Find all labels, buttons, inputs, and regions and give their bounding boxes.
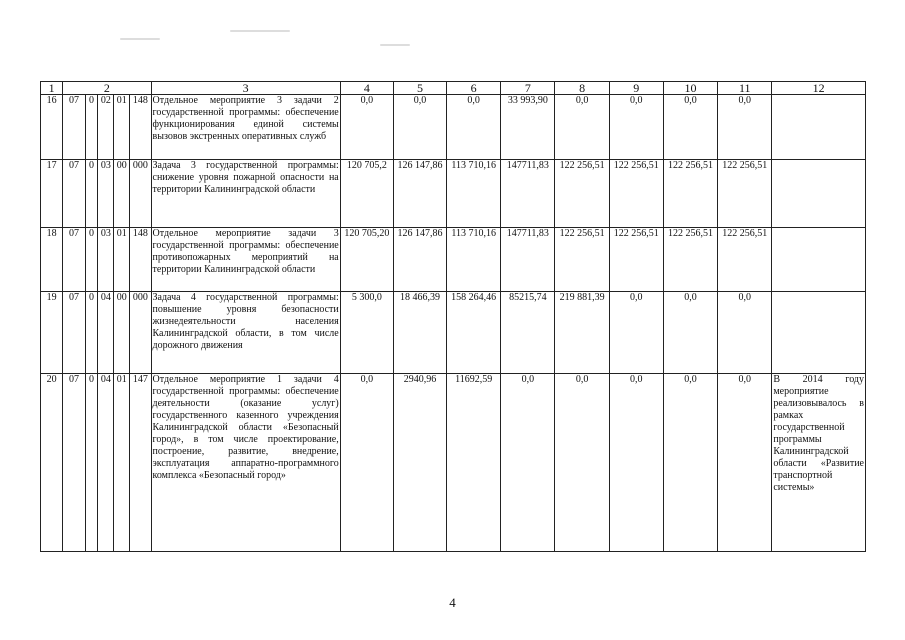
value-col-7: 0,0 — [501, 374, 555, 552]
value-col-7: 85215,74 — [501, 292, 555, 374]
value-col-8: 122 256,51 — [555, 228, 609, 292]
value-col-4: 0,0 — [340, 374, 393, 552]
code-direction: 147 — [130, 374, 151, 552]
table-row — [41, 292, 866, 374]
header-col-5: 5 — [393, 82, 446, 95]
header-col-11: 11 — [718, 82, 772, 95]
item-name: Отдельное мероприятие задачи 3 государственной программы: обеспечение противопожарных мероприятий на территории Калининградской области — [151, 228, 340, 292]
value-col-6: 0,0 — [447, 95, 501, 160]
note — [772, 160, 866, 228]
code-subprogram: 0 — [85, 95, 98, 160]
header-row — [41, 82, 866, 95]
code-event: 01 — [114, 95, 130, 160]
header-col-8: 8 — [555, 82, 609, 95]
value-col-4: 5 300,0 — [340, 292, 393, 374]
code-program: 07 — [63, 228, 85, 292]
value-col-9: 122 256,51 — [609, 160, 663, 228]
value-col-9: 122 256,51 — [609, 228, 663, 292]
row-number: 19 — [41, 292, 63, 374]
item-name: Задача 4 государственной программы: повышение уровня безопасности жизнедеятельности населения Калининградской области, в том числе дорожного движения — [151, 292, 340, 374]
code-event: 01 — [114, 374, 130, 552]
code-event: 00 — [114, 292, 130, 374]
code-subprogram: 0 — [85, 374, 98, 552]
header-col-6: 6 — [447, 82, 501, 95]
value-col-5: 0,0 — [393, 95, 446, 160]
value-col-6: 113 710,16 — [447, 160, 501, 228]
value-col-5: 126 147,86 — [393, 160, 446, 228]
value-col-8: 219 881,39 — [555, 292, 609, 374]
value-col-6: 11692,59 — [447, 374, 501, 552]
code-direction: 148 — [130, 95, 151, 160]
code-event: 01 — [114, 228, 130, 292]
value-col-4: 0,0 — [340, 95, 393, 160]
code-direction: 000 — [130, 292, 151, 374]
value-col-11: 0,0 — [718, 292, 772, 374]
value-col-4: 120 705,2 — [340, 160, 393, 228]
value-col-7: 33 993,90 — [501, 95, 555, 160]
value-col-6: 113 710,16 — [447, 228, 501, 292]
value-col-10: 0,0 — [663, 292, 717, 374]
header-col-3: 3 — [151, 82, 340, 95]
note: В 2014 году мероприятие реализовывалось в рамках государственной программы Калининградской области «Развитие транспортной системы» — [772, 374, 866, 552]
value-col-5: 126 147,86 — [393, 228, 446, 292]
table-row — [41, 95, 866, 160]
value-col-11: 0,0 — [718, 374, 772, 552]
code-event: 00 — [114, 160, 130, 228]
table-row — [41, 374, 866, 552]
code-direction: 000 — [130, 160, 151, 228]
table-row — [41, 228, 866, 292]
code-subprogram: 0 — [85, 160, 98, 228]
row-number: 20 — [41, 374, 63, 552]
value-col-7: 147711,83 — [501, 160, 555, 228]
code-program: 07 — [63, 95, 85, 160]
value-col-10: 0,0 — [663, 374, 717, 552]
row-number: 18 — [41, 228, 63, 292]
value-col-4: 120 705,20 — [340, 228, 393, 292]
code-program: 07 — [63, 160, 85, 228]
code-subprogram: 0 — [85, 292, 98, 374]
code-direction: 148 — [130, 228, 151, 292]
value-col-8: 0,0 — [555, 95, 609, 160]
item-name: Отдельное мероприятие 3 задачи 2 государственной программы: обеспечение функционирования единой системы вызовов экстренных оперативных служб — [151, 95, 340, 160]
page-number: 4 — [449, 595, 456, 610]
code-task: 04 — [98, 292, 114, 374]
value-col-8: 122 256,51 — [555, 160, 609, 228]
value-col-10: 0,0 — [663, 95, 717, 160]
value-col-11: 122 256,51 — [718, 160, 772, 228]
code-subprogram: 0 — [85, 228, 98, 292]
code-program: 07 — [63, 292, 85, 374]
note — [772, 292, 866, 374]
value-col-5: 2940,96 — [393, 374, 446, 552]
header-col-9: 9 — [609, 82, 663, 95]
note — [772, 95, 866, 160]
header-col-1: 1 — [41, 82, 63, 95]
header-col-12: 12 — [772, 82, 866, 95]
code-task: 04 — [98, 374, 114, 552]
value-col-11: 0,0 — [718, 95, 772, 160]
code-task: 03 — [98, 160, 114, 228]
note — [772, 228, 866, 292]
row-number: 17 — [41, 160, 63, 228]
item-name: Задача 3 государственной программы: снижение уровня пожарной опасности на территории Калининградской области — [151, 160, 340, 228]
value-col-5: 18 466,39 — [393, 292, 446, 374]
value-col-9: 0,0 — [609, 292, 663, 374]
value-col-10: 122 256,51 — [663, 228, 717, 292]
value-col-10: 122 256,51 — [663, 160, 717, 228]
header-col-2: 2 — [63, 82, 151, 95]
row-number: 16 — [41, 95, 63, 160]
value-col-6: 158 264,46 — [447, 292, 501, 374]
value-col-7: 147711,83 — [501, 228, 555, 292]
item-name: Отдельное мероприятие 1 задачи 4 государственной программы: обеспечение деятельности (оказание услуг) государственного казенного учреждения Калининградской области «Безопасный город», в том числе проектирование, построение, развитие, внедрение, эксплуатация аппаратно-программного комплекса «Безопасный город» — [151, 374, 340, 552]
header-col-10: 10 — [663, 82, 717, 95]
header-col-4: 4 — [340, 82, 393, 95]
code-task: 02 — [98, 95, 114, 160]
table-row — [41, 160, 866, 228]
value-col-11: 122 256,51 — [718, 228, 772, 292]
value-col-9: 0,0 — [609, 374, 663, 552]
code-program: 07 — [63, 374, 85, 552]
value-col-8: 0,0 — [555, 374, 609, 552]
code-task: 03 — [98, 228, 114, 292]
value-col-9: 0,0 — [609, 95, 663, 160]
budget-table — [40, 81, 866, 552]
header-col-7: 7 — [501, 82, 555, 95]
